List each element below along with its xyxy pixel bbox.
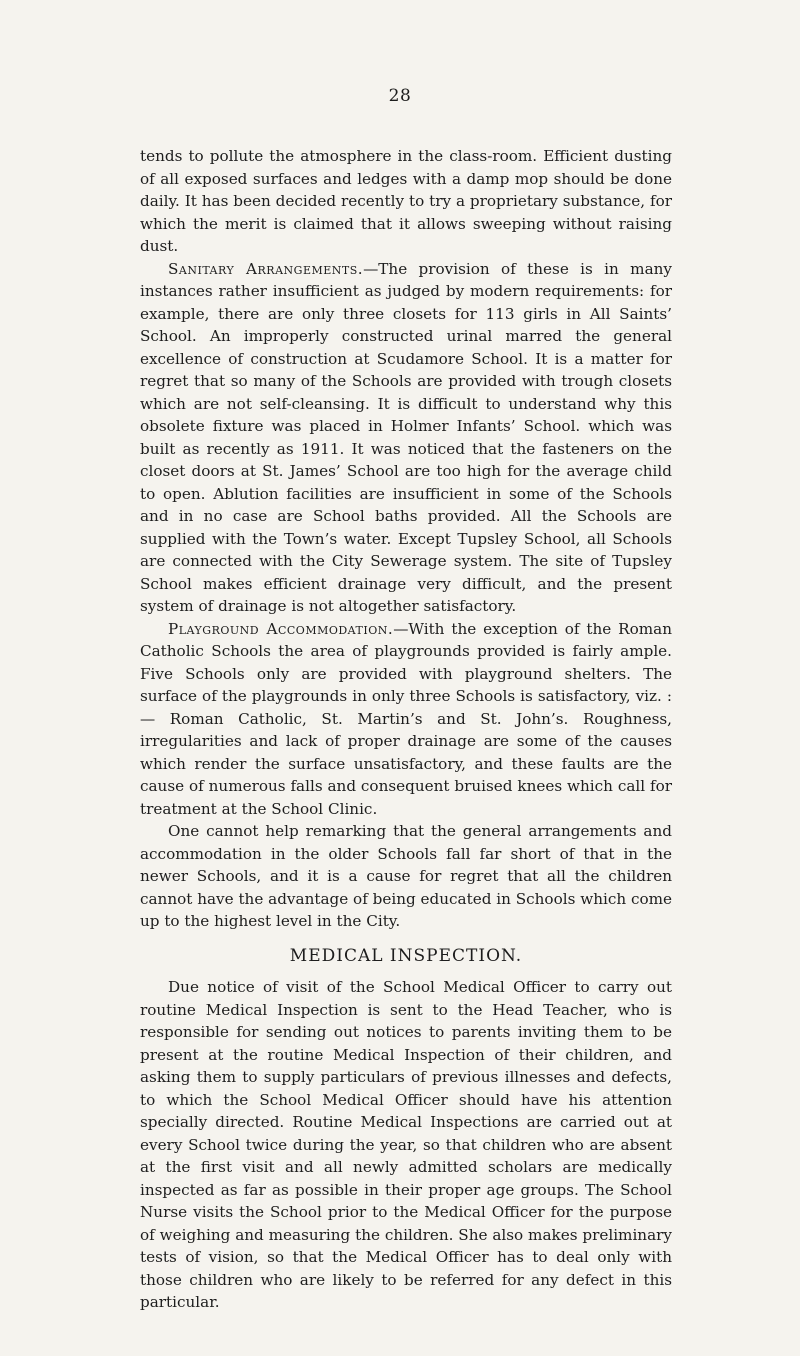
medical-inspection-paragraph: Due notice of visit of the School Medical Officer to carry out routine Medical Inspection is sent to the Head Teacher, who is responsible for sending out notices to parents inviting them to be present at the routine Medical Inspection of their children, and asking them to supply particulars of previous illnesses and defects, to which the School Medical Officer should have his attention specially directed. Routine Medical Inspections are carried out at every School twice during the year, so that children who are absent at the first visit and all newly admitted scholars are medically inspected as far as possible in their proper age groups. The School Nurse visits the School prior to the Medical Officer for the purpose of weighing and measuring the children. She also makes preliminary tests of vision, so that the Medical Officer has to deal only with those children who are likely to be referred for any defect in this particular. — [140, 978, 672, 1311]
medical-inspection-heading: MEDICAL INSPECTION. — [289, 945, 523, 966]
intro-paragraph: tends to pollute the atmosphere in the class-room. Efficient dusting of all exposed surfaces and ledges with a damp mop should be done daily. It has been decided recently to try a proprietary substance, for which the merit is claimed that it allows sweeping without raising dust. — [140, 147, 672, 255]
sanitary-arrangements-paragraph — [140, 258, 672, 618]
playground-accommodation-paragraph — [140, 618, 672, 821]
page-number: 28 — [388, 86, 412, 106]
playground-accommodation-heading: Playground Accommodation. — [168, 619, 394, 638]
sanitary-arrangements-heading: Sanitary Arrangements. — [168, 259, 364, 278]
sanitary-arrangements-text: —The provision of these is in many instances rather insufficient as judged by modern requirements: for example, there are only three closets for 113 girls in All Saints’ School. An improperly constructed urinal marred the general excellence of construction at Scudamore School. It is a matter for regret that so many of the Schools are provided with trough closets which are not self-cleansing. It is difficult to understand why this obsolete fixture was placed in Holmer Infants’ School. which was built as recently as 1911. It was noticed that the fasteners on the closet doors at St. James’ School are too high for the average child to open. Ablution facilities are insufficient in some of the Schools and in no case are School baths provided. All the Schools are supplied with the Town’s water. Except Tupsley School, all Schools are connected with the City Sewerage system. The site of Tupsley School makes efficient drainage very difficult, and the present system of drainage is not altogether satisfactory. — [140, 259, 672, 615]
playground-accommodation-text: —With the exception of the Roman Catholic Schools the area of playgrounds provided is fairly ample. Five Schools only are provided with playground shelters. The surface of the playgrounds in only three Schools is satisfactory, viz. :— Roman Catholic, St. Martin’s and St. John’s. Roughness, irregularities and lack of proper drainage are some of the causes which render the surface unsatisfactory, and these faults are the cause of numerous falls and consequent bruised knees which call for treatment at the School Clinic. — [140, 619, 672, 818]
body-text — [140, 145, 672, 1314]
closing-paragraph: One cannot help remarking that the general arrangements and accommodation in the older Schools fall far short of that in the newer Schools, and it is a cause for regret that all the children cannot have the advantage of being educated in Schools which come up to the highest level in the City. — [140, 822, 672, 930]
